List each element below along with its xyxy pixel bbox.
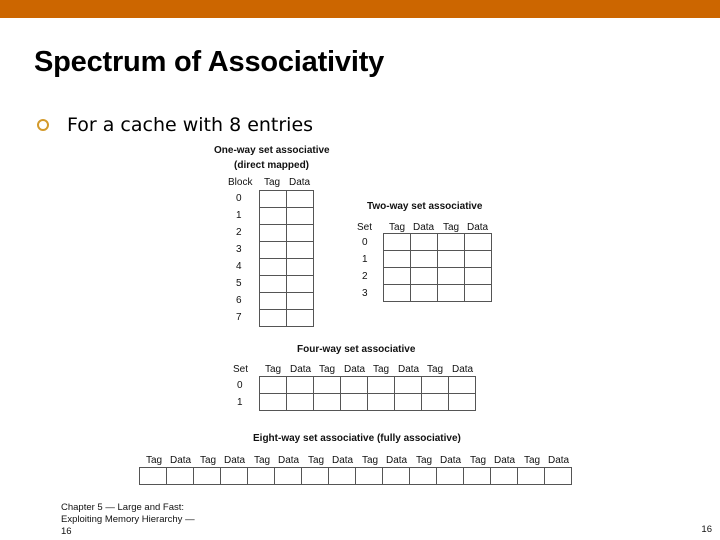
four-way-cell (395, 377, 422, 394)
two-way-col-header: Data (467, 222, 489, 233)
eight-way-col-header: Tag (416, 455, 433, 466)
two-way-cell (384, 251, 411, 268)
one-way-col-header: Tag (264, 177, 281, 188)
page-number: 16 (701, 524, 712, 535)
two-way-cell (438, 268, 465, 285)
eight-way-cell (410, 468, 437, 485)
eight-way-col-header: Tag (362, 455, 379, 466)
four-way-col-header: Tag (427, 364, 444, 375)
two-way-col-header: Tag (389, 222, 406, 233)
eight-way-cell (437, 468, 464, 485)
slide-title: Spectrum of Associativity (34, 46, 385, 78)
four-way-cell (341, 394, 368, 411)
eight-way-col-header: Data (494, 455, 516, 466)
one-way-row-label: 1 (236, 210, 242, 221)
two-way-cell (411, 251, 438, 268)
two-way-row-label: 0 (362, 237, 368, 248)
eight-way-col-header: Data (440, 455, 462, 466)
eight-way-cell (383, 468, 410, 485)
one-way-row-label: 4 (236, 261, 242, 272)
eight-way-col-header: Data (548, 455, 570, 466)
two-way-cell (411, 268, 438, 285)
one-way-row-label: 2 (236, 227, 242, 238)
one-way-cell (287, 242, 314, 259)
one-way-cell (287, 208, 314, 225)
one-way-cell (260, 276, 287, 293)
four-way-cell (368, 377, 395, 394)
one-way-subtitle: (direct mapped) (234, 160, 310, 171)
one-way-cell (260, 259, 287, 276)
eight-way-title: Eight-way set associative (fully associative) (253, 433, 461, 444)
one-way-cell (287, 259, 314, 276)
two-way-cell (384, 234, 411, 251)
two-way-cell (465, 285, 492, 302)
four-way-cell (287, 377, 314, 394)
eight-way-cell (167, 468, 194, 485)
eight-way-table (139, 467, 572, 485)
eight-way-cell (356, 468, 383, 485)
two-way-row-label: 1 (362, 254, 368, 265)
eight-way-col-header: Data (224, 455, 246, 466)
one-way-row-label: 0 (236, 193, 242, 204)
eight-way-cell (545, 468, 572, 485)
one-way-cell (260, 225, 287, 242)
one-way-cell (287, 225, 314, 242)
eight-way-col-header: Tag (146, 455, 163, 466)
eight-way-cell (248, 468, 275, 485)
four-way-cell (449, 377, 476, 394)
two-way-cell (465, 251, 492, 268)
eight-way-col-header: Tag (524, 455, 541, 466)
two-way-cell (438, 234, 465, 251)
one-way-cell (260, 242, 287, 259)
eight-way-cell (329, 468, 356, 485)
one-way-cell (260, 191, 287, 208)
four-way-row-label: 1 (237, 397, 243, 408)
two-way-cell (465, 268, 492, 285)
four-way-row-header: Set (233, 364, 249, 375)
eight-way-col-header: Tag (470, 455, 487, 466)
four-way-col-header: Data (452, 364, 474, 375)
one-way-cell (260, 310, 287, 327)
four-way-cell (260, 394, 287, 411)
eight-way-col-header: Data (170, 455, 192, 466)
two-way-cell (438, 251, 465, 268)
two-way-table (383, 233, 492, 302)
eight-way-col-header: Data (278, 455, 300, 466)
four-way-cell (260, 377, 287, 394)
four-way-col-header: Tag (265, 364, 282, 375)
four-way-cell (449, 394, 476, 411)
two-way-cell (384, 268, 411, 285)
four-way-row-label: 0 (237, 380, 243, 391)
slide-footer: Chapter 5 — Large and Fast: Exploiting Memory Hierarchy — 16 (61, 502, 195, 537)
one-way-col-header: Data (289, 177, 311, 188)
one-way-row-label: 6 (236, 295, 242, 306)
bullet-text: For a cache with 8 entries (67, 114, 314, 136)
four-way-cell (341, 377, 368, 394)
one-way-cell (260, 293, 287, 310)
eight-way-cell (518, 468, 545, 485)
eight-way-col-header: Tag (308, 455, 325, 466)
one-way-cell (287, 191, 314, 208)
eight-way-cell (221, 468, 248, 485)
one-way-row-label: 7 (236, 312, 242, 323)
eight-way-cell (140, 468, 167, 485)
one-way-title: One-way set associative (214, 145, 330, 156)
eight-way-cell (194, 468, 221, 485)
four-way-cell (368, 394, 395, 411)
one-way-row-label: 5 (236, 278, 242, 289)
eight-way-cell (302, 468, 329, 485)
two-way-cell (465, 234, 492, 251)
one-way-cell (287, 276, 314, 293)
two-way-row-header: Set (357, 222, 373, 233)
four-way-cell (422, 394, 449, 411)
one-way-row-header: Block (228, 177, 253, 188)
one-way-cell (260, 208, 287, 225)
two-way-cell (411, 234, 438, 251)
eight-way-cell (275, 468, 302, 485)
two-way-cell (384, 285, 411, 302)
one-way-cell (287, 293, 314, 310)
eight-way-col-header: Tag (200, 455, 217, 466)
eight-way-cell (491, 468, 518, 485)
two-way-row-label: 2 (362, 271, 368, 282)
eight-way-col-header: Data (332, 455, 354, 466)
eight-way-col-header: Tag (254, 455, 271, 466)
four-way-cell (287, 394, 314, 411)
four-way-col-header: Data (398, 364, 420, 375)
four-way-col-header: Data (290, 364, 312, 375)
four-way-col-header: Tag (373, 364, 390, 375)
two-way-col-header: Data (413, 222, 435, 233)
four-way-title: Four-way set associative (297, 344, 416, 355)
eight-way-col-header: Data (386, 455, 408, 466)
four-way-cell (314, 377, 341, 394)
four-way-table (259, 376, 476, 411)
one-way-row-label: 3 (236, 244, 242, 255)
four-way-cell (422, 377, 449, 394)
two-way-title: Two-way set associative (367, 201, 483, 212)
bullet-circle-icon (37, 119, 49, 131)
two-way-cell (438, 285, 465, 302)
top-accent-bar (0, 0, 720, 18)
eight-way-cell (464, 468, 491, 485)
four-way-col-header: Data (344, 364, 366, 375)
one-way-table (259, 190, 314, 327)
two-way-cell (411, 285, 438, 302)
four-way-cell (314, 394, 341, 411)
four-way-col-header: Tag (319, 364, 336, 375)
two-way-row-label: 3 (362, 288, 368, 299)
two-way-col-header: Tag (443, 222, 460, 233)
four-way-cell (395, 394, 422, 411)
one-way-cell (287, 310, 314, 327)
